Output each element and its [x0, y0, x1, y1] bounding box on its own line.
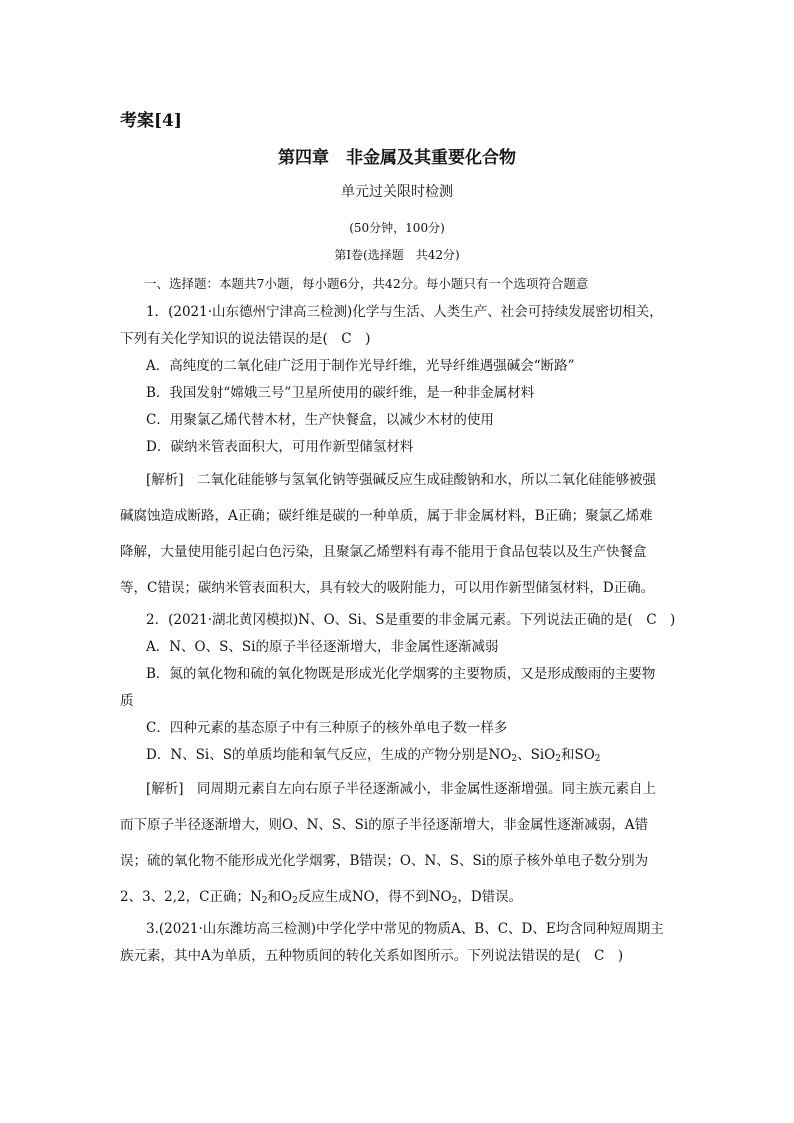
subscript: 2 [292, 896, 298, 906]
subscript: 2 [594, 754, 601, 764]
q2-option-d [146, 746, 601, 764]
volume-title: 第Ⅰ卷(选择题 共42分) [334, 248, 460, 262]
q1-option-a: A．高纯度的二氧化硅广泛用于制作光导纤维，光导纤维遇强碱会“断路” [146, 358, 575, 374]
q2-option-d-text: D．N、Si、S的单质均能和氧气反应，生成的产物分别是NO [146, 747, 512, 763]
subscript: 2 [555, 754, 561, 764]
q2-option-a: A．N、O、S、Si的原子半径逐渐增大，非金属性逐渐减弱 [146, 639, 499, 655]
subscript: 2 [511, 754, 518, 764]
q1-option-b: B．我国发射“嫦娥三号”卫星所使用的碳纤维，是一种非金属材料 [146, 385, 535, 401]
q2-stem: 2．(2021·湖北黄冈模拟)N、O、Si、S是重要的非金属元素。下列说法正确的是( C ) [146, 612, 676, 628]
q2-analysis-line4 [120, 888, 522, 906]
subscript: 2 [261, 896, 268, 906]
q2-analysis-line2: 而下原子半径逐渐增大，则O、N、S、Si的原子半径逐渐增大，非金属性逐渐减弱，A错 [120, 817, 648, 833]
q2-option-d-mid: 、SiO [517, 747, 556, 763]
q1-stem-line1: 1．(2021·山东德州宁津高三检测)化学与生活、人类生产、社会可持续发展密切相关， [146, 304, 663, 320]
q1-option-c: C．用聚氯乙烯代替木材，生产快餐盒，以减少木材的使用 [146, 412, 494, 428]
q2-analysis-line4-a: 2、3、2,2，C正确；N [120, 889, 262, 905]
q2-option-b-line1: B．氮的氧化物和硫的氧化物既是形成光化学烟雾的主要物质，又是形成酸雨的主要物 [146, 666, 656, 682]
q1-analysis-line2: 碱腐蚀造成断路，A正确；碳纤维是碳的一种单质，属于非金属材料，B正确；聚氯乙烯难 [120, 508, 653, 524]
q2-analysis-line4-b: 和O [267, 889, 293, 905]
time-score: (50分钟，100分) [349, 221, 445, 235]
subscript: 2 [451, 896, 458, 906]
q1-analysis-line1: [解析] 二氧化硅能够与氢氧化钠等强碱反应生成硅酸钠和水，所以二氧化硅能够被强 [146, 472, 657, 488]
q2-analysis-line1: [解析] 同周期元素自左向右原子半径逐渐减小，非金属性逐渐增强。同主族元素自上 [146, 781, 657, 797]
unit-title: 单元过关限时检测 [341, 184, 453, 200]
q1-analysis-line3: 降解，大量使用能引起白色污染，且聚氯乙烯塑料有毒不能用于食品包装以及生产快餐盒 [120, 544, 647, 560]
document-label: 考案[4] [120, 111, 182, 131]
q2-analysis-line4-d: ，D错误。 [457, 889, 523, 905]
q3-stem-line1: 3.(2021·山东潍坊高三检测)中学化学中常见的物质A、B、C、D、E均含同种短周期主 [146, 921, 664, 937]
chapter-title: 第四章 非金属及其重要化合物 [278, 148, 516, 168]
q3-stem-line2: 族元素，其中A为单质，五种物质间的转化关系如图所示。下列说法错误的是( C ) [120, 948, 624, 964]
q2-option-d-and: 和SO [560, 747, 595, 763]
q2-analysis-line3: 误；硫的氧化物不能形成光化学烟雾，B错误；O、N、S、Si的原子核外单电子数分别为 [120, 853, 649, 869]
q2-analysis-line4-c: 反应生成NO，得不到NO [297, 889, 452, 905]
q2-option-c: C．四种元素的基态原子中有三种原子的核外单电子数一样多 [146, 720, 508, 736]
q2-option-b-line2: 质 [120, 693, 134, 709]
section-intro: 一、选择题：本题共7小题，每小题6分，共42分。每小题只有一个选项符合题意 [144, 276, 589, 291]
q1-stem-line2: 下列有关化学知识的说法错误的是( C ) [120, 331, 371, 347]
q1-analysis-line4: 等，C错误；碳纳米管表面积大，具有较大的吸附能力，可以用作新型储氢材料，D正确。 [120, 580, 655, 596]
q1-option-d: D．碳纳米管表面积大，可用作新型储氢材料 [146, 439, 414, 455]
